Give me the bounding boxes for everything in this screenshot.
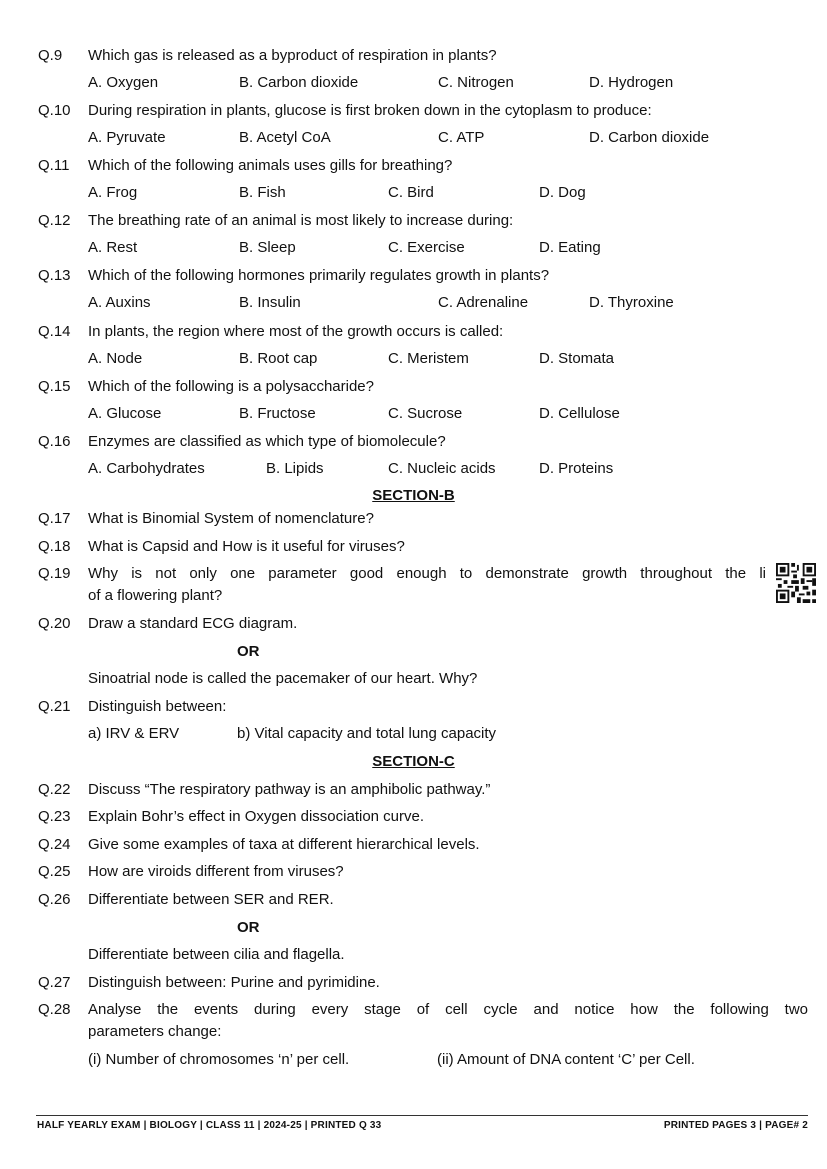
question-number: Q.25 <box>38 863 71 880</box>
option-a: A. Node <box>88 350 143 367</box>
option-b: B. Fish <box>239 184 286 201</box>
question-number: Q.17 <box>38 510 71 527</box>
option-c: C. Nucleic acids <box>388 460 496 477</box>
question-number: Q.20 <box>38 615 71 632</box>
question-20-alternative: Sinoatrial node is called the pacemaker of our heart. Why? <box>88 670 478 687</box>
footer-divider <box>36 1115 808 1116</box>
question-number: Q.14 <box>38 323 71 340</box>
question-number: Q.23 <box>38 808 71 825</box>
question-text: Which of the following is a polysaccharide? <box>88 378 374 395</box>
option-d: D. Dog <box>539 184 586 201</box>
question-number: Q.10 <box>38 102 71 119</box>
question-text: Give some examples of taxa at different hierarchical levels. <box>88 836 480 853</box>
question-text: Draw a standard ECG diagram. <box>88 615 298 632</box>
option-b: B. Acetyl CoA <box>239 129 331 146</box>
question-number: Q.13 <box>38 267 71 284</box>
question-text: Distinguish between: Purine and pyrimidine. <box>88 974 380 991</box>
or-separator: OR <box>237 643 260 660</box>
question-text: Differentiate between SER and RER. <box>88 891 334 908</box>
option-a: A. Pyruvate <box>88 129 166 146</box>
option-b: B. Fructose <box>239 405 316 422</box>
option-b: B. Insulin <box>239 294 301 311</box>
option-b: B. Sleep <box>239 239 296 256</box>
question-19-continued: of a flowering plant? <box>88 587 223 604</box>
option-c: C. Nitrogen <box>438 74 514 91</box>
question-text: During respiration in plants, glucose is first broken down in the cytoplasm to produce: <box>88 102 652 119</box>
question-28-continued: parameters change: <box>88 1023 222 1040</box>
question-number: Q.22 <box>38 781 71 798</box>
option-d: D. Cellulose <box>539 405 620 422</box>
option-c: C. Adrenaline <box>438 294 529 311</box>
question-text: Which of the following hormones primarily regulates growth in plants? <box>88 267 550 284</box>
option-d: D. Thyroxine <box>589 294 674 311</box>
question-text: What is Binomial System of nomenclature? <box>88 510 374 527</box>
question-text: Which gas is released as a byproduct of respiration in plants? <box>88 47 497 64</box>
question-26-alternative: Differentiate between cilia and flagella. <box>88 946 345 963</box>
option-a: A. Carbohydrates <box>88 460 205 477</box>
question-text: How are viroids different from viruses? <box>88 863 344 880</box>
question-number: Q.18 <box>38 538 71 555</box>
question-text: Enzymes are classified as which type of biomolecule? <box>88 433 446 450</box>
option-a: A. Auxins <box>88 294 151 311</box>
option-d: D. Carbon dioxide <box>589 129 710 146</box>
question-number: Q.16 <box>38 433 71 450</box>
option-c: C. Meristem <box>388 350 469 367</box>
option-d: D. Eating <box>539 239 601 256</box>
section-b-heading: SECTION-B <box>372 487 455 504</box>
option-d: D. Stomata <box>539 350 615 367</box>
question-text: Distinguish between: <box>88 698 227 715</box>
question-number: Q.15 <box>38 378 71 395</box>
option-b: B. Lipids <box>266 460 324 477</box>
question-number: Q.24 <box>38 836 71 853</box>
question-number: Q.26 <box>38 891 71 908</box>
question-text: What is Capsid and How is it useful for viruses? <box>88 538 405 555</box>
question-text: In plants, the region where most of the growth occurs is called: <box>88 323 504 340</box>
question-text: Which of the following animals uses gills for breathing? <box>88 157 453 174</box>
question-number: Q.27 <box>38 974 71 991</box>
qr-code-icon <box>776 563 816 603</box>
question-21-part-b: b) Vital capacity and total lung capacity <box>237 725 497 742</box>
question-21-part-a: a) IRV & ERV <box>88 725 180 742</box>
option-c: C. Exercise <box>388 239 465 256</box>
question-text: Discuss “The respiratory pathway is an amphibolic pathway.” <box>88 781 491 798</box>
option-b: B. Carbon dioxide <box>239 74 359 91</box>
question-text: The breathing rate of an animal is most likely to increase during: <box>88 212 514 229</box>
question-28-part-i: (i) Number of chromosomes ‘n’ per cell. <box>88 1051 350 1068</box>
option-d: D. Hydrogen <box>589 74 674 91</box>
option-c: C. Bird <box>388 184 434 201</box>
option-a: A. Glucose <box>88 405 162 422</box>
option-c: C. Sucrose <box>388 405 463 422</box>
question-number: Q.19 <box>38 565 71 582</box>
question-number: Q.9 <box>38 47 63 64</box>
question-number: Q.21 <box>38 698 71 715</box>
option-a: A. Rest <box>88 239 138 256</box>
question-text: Why is not only one parameter good enough to demonstrate growth throughout the li <box>88 565 766 582</box>
or-separator: OR <box>237 919 260 936</box>
footer-exam-info: HALF YEARLY EXAM | BIOLOGY | CLASS 11 | 2024-25 | PRINTED Q 33 <box>37 1120 382 1131</box>
option-d: D. Proteins <box>539 460 614 477</box>
option-a: A. Frog <box>88 184 138 201</box>
question-number: Q.28 <box>38 1001 71 1018</box>
option-c: C. ATP <box>438 129 485 146</box>
section-c-heading: SECTION-C <box>372 753 455 770</box>
question-28-part-ii: (ii) Amount of DNA content ‘C’ per Cell. <box>437 1051 695 1068</box>
question-text: Analyse the events during every stage of cell cycle and notice how the following two <box>88 1001 808 1018</box>
footer-page-info: PRINTED PAGES 3 | PAGE# 2 <box>663 1120 808 1131</box>
option-b: B. Root cap <box>239 350 318 367</box>
question-text: Explain Bohr’s effect in Oxygen dissociation curve. <box>88 808 425 825</box>
question-number: Q.12 <box>38 212 71 229</box>
question-number: Q.11 <box>38 157 70 174</box>
option-a: A. Oxygen <box>88 74 159 91</box>
